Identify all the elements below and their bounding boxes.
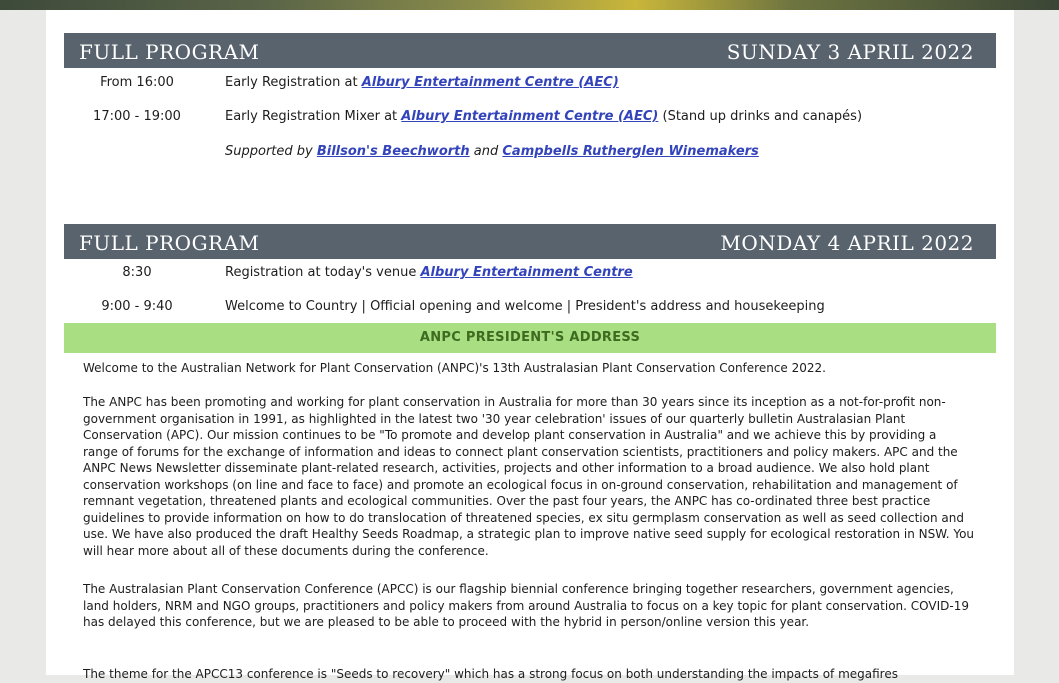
address-paragraph: The Australasian Plant Conservation Conference (APCC) is our flagship biennial conference bringing together researchers, government agencies, land holders, NRM and NGO groups, practitioners and policy makers from around Australia to focus on a key topic for plant conservation. COVID-19 has delayed this conference, but we are pleased to be able to proceed with the hybrid in person/online version this year. — [83, 582, 969, 629]
row-text: Registration at today's venue — [225, 265, 421, 280]
row-time: 9:00 - 9:40 — [101, 299, 173, 314]
sunday-header-title: FULL PROGRAM — [79, 40, 260, 64]
monday-header — [64, 224, 996, 259]
venue-link[interactable]: Albury Entertainment Centre — [420, 265, 633, 280]
address-paragraph: Welcome to the Australian Network for Plant Conservation (ANPC)'s 13th Australasian Plant Conservation Conference 2022. — [83, 361, 826, 375]
program-row — [64, 263, 996, 285]
sunday-header — [64, 33, 996, 68]
program-page — [46, 10, 1014, 681]
sponsor-row — [64, 142, 996, 164]
row-time: From 16:00 — [100, 75, 174, 90]
row-text: Early Registration Mixer at — [225, 109, 402, 124]
row-description — [225, 109, 862, 124]
sunday-header-date: SUNDAY 3 APRIL 2022 — [726, 40, 974, 64]
monday-header-date: MONDAY 4 APRIL 2022 — [720, 231, 974, 255]
row-description — [225, 75, 619, 90]
row-time: 8:30 — [122, 265, 152, 280]
row-note: (Stand up drinks and canapés) — [658, 109, 863, 124]
sponsor-prefix: Supported by — [225, 144, 317, 159]
sponsor-link-billsons[interactable]: Billson's Beechworth — [316, 144, 470, 159]
row-description: Welcome to Country | Official opening and welcome | President's address and housekeeping — [225, 299, 825, 314]
venue-link[interactable]: Albury Entertainment Centre (AEC) — [401, 109, 659, 124]
sponsor-text — [225, 144, 759, 159]
sponsor-link-campbells[interactable]: Campbells Rutherglen Winemakers — [502, 144, 759, 159]
header-photo-strip — [0, 0, 1059, 10]
presidents-address-heading: ANPC PRESIDENT'S ADDRESS — [64, 323, 996, 353]
program-row — [64, 73, 996, 95]
sponsor-conjunction: and — [469, 144, 503, 159]
address-paragraph: The ANPC has been promoting and working for plant conservation in Australia for more than 30 years since its inception as a not-for-profit non-government organisation in 1991, as highlighted in the latest two '30 year celebration' issues of our quarterly bulletin Australasian Plant Conservation (APC). Our mission continues to be "To promote and develop plant conservation in Australia" and we achieve this by providing a range of forums for the exchange of information and ideas to connect plant conservation scientists, practitioners and policy makers. APC and the ANPC News Newsletter disseminate plant-related research, activities, projects and other information to a broad audience. We also hold plant conservation workshops (on line and face to face) and promote an ecological focus in on-ground conservation, rehabilitation and management of remnant vegetation, threatened plants and ecological communities. Over the past four years, the ANPC has co-ordinated three best practice guidelines to provide information on how to do translocation of threatened species, ex situ germplasm conservation as well as seed collection and use. We have also produced the draft Healthy Seeds Roadmap, a strategic plan to improve native seed supply for ecological restoration in NSW. You will hear more about all of these documents during the conference. — [83, 395, 975, 558]
program-row — [64, 107, 996, 129]
row-text: Early Registration at — [225, 75, 362, 90]
row-time: 17:00 - 19:00 — [93, 109, 181, 124]
address-paragraph: The theme for the APCC13 conference is "Seeds to recovery" which has a strong focus on both understanding the impacts of megafires — [83, 667, 898, 681]
program-row — [64, 297, 996, 319]
row-description — [225, 265, 633, 280]
venue-link[interactable]: Albury Entertainment Centre (AEC) — [361, 75, 619, 90]
monday-header-title: FULL PROGRAM — [79, 231, 260, 255]
